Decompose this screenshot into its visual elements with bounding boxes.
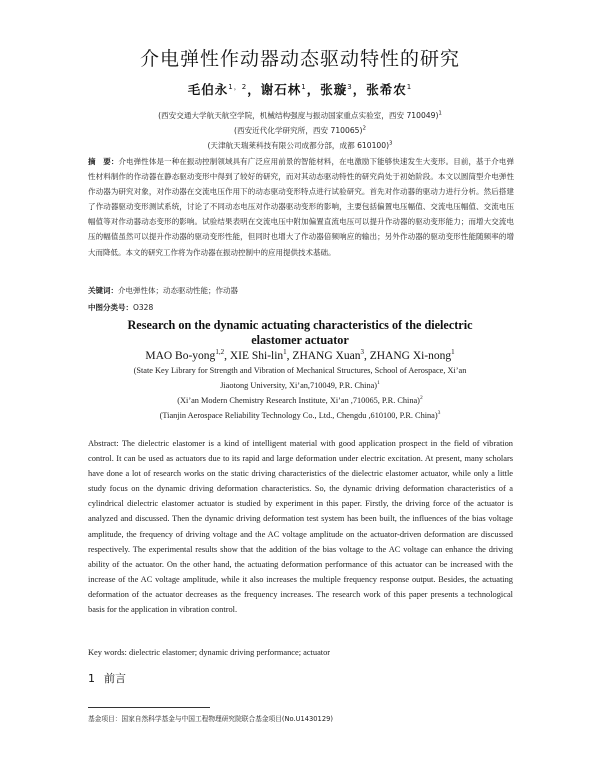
affiliation-mark: 3 bbox=[389, 140, 393, 147]
author-affiliation-mark: 1 bbox=[301, 82, 307, 91]
abstract-text: The dielectric elastomer is a kind of intelligent material with good application prospect in the field of vibration control. It can be used as actuators due to its rapid and large deformation under electric excitation. At present, many scholars have done a lot of research works on the static driving characteristics of the dielectric elastomer actuator, while only a little study focus on the dynamic driving deformation characteristics. So, the dynamic driving deformation characteristics of a cylindrical dielectric elastomer actuator is studied by experiment in this paper. Firstly, the driving force of the actuator is analyzed and discussed. Then the dynamic driving deformation test system has been built, the influences of the bias voltage amplitude, the frequency of driving voltage and the AC voltage amplitude on the actuator-driven deformation are discussed respectively. The experimental results show that the addition of the bias voltage to the AC voltage can enhance the driving ability of the actuator. On the other hand, the actuating deformation performance of this actuator can be increased with the increase of the AC voltage amplitude, while it also increases the multiple frequency response output. Besides, the actuating deformation of the actuator decreases as the frequency increases. The research work of this paper presents a technological basis for the application in vibration control. bbox=[88, 439, 513, 615]
affiliation-text: (Xi’an Modern Chemistry Research Institute, Xi’an ,710065, P.R. China) bbox=[177, 395, 420, 405]
chinese-keywords bbox=[88, 285, 514, 296]
affiliation-mark: 3 bbox=[437, 410, 441, 416]
section-title: 前言 bbox=[104, 672, 126, 685]
chinese-affiliation bbox=[0, 125, 600, 136]
author-name: ZHANG Xi-nong bbox=[369, 349, 452, 362]
english-affiliation bbox=[0, 365, 600, 375]
affiliation-text: (天津航天瑞莱科技有限公司成都分部，成都 610100) bbox=[207, 141, 390, 150]
funding-footnote: 基金项目：国家自然科学基金与中国工程物理研究院联合基金项目(No.U1430129) bbox=[88, 715, 333, 723]
author-name: 毛伯永 bbox=[187, 82, 229, 97]
keywords-text: 介电弹性体；动态驱动性能；作动器 bbox=[118, 286, 238, 295]
chinese-title: 介电弹性作动器动态驱动特性的研究 bbox=[139, 48, 460, 70]
author-name: 张璇 bbox=[320, 82, 348, 97]
affiliation-text: (State Key Library for Strength and Vibration of Mechanical Structures, School of Aerospace, Xi’an bbox=[133, 365, 467, 375]
english-affiliation bbox=[0, 395, 600, 405]
affiliation-mark: 2 bbox=[362, 125, 366, 132]
english-keywords bbox=[88, 648, 513, 657]
footnote-divider bbox=[88, 707, 210, 708]
affiliation-text: (西安交通大学航天航空学院，机械结构强度与振动国家重点实验室，西安 710049) bbox=[158, 111, 439, 120]
section-heading bbox=[88, 670, 126, 686]
chinese-affiliation bbox=[0, 140, 600, 151]
author-separator: ， bbox=[352, 82, 367, 97]
author-separator: , bbox=[286, 349, 293, 362]
author-affiliation-mark: 1 bbox=[451, 348, 455, 356]
classification-value: O328 bbox=[133, 303, 154, 312]
chinese-affiliation bbox=[0, 110, 600, 121]
author-affiliation-mark: 3 bbox=[360, 348, 364, 356]
author-name: 张希农 bbox=[366, 82, 407, 97]
affiliation-text: (西安近代化学研究所，西安 710065) bbox=[234, 126, 363, 135]
author-separator: , bbox=[224, 349, 230, 362]
affiliation-text: (Tianjin Aerospace Reliability Technology Co., Ltd., Chengdu ,610100, P.R. China) bbox=[159, 410, 438, 420]
english-title: Research on the dynamic actuating characteristics of the dielectric elastomer actuator bbox=[127, 318, 473, 347]
author-name: XIE Shi-lin bbox=[229, 349, 284, 362]
affiliation-text: Jiaotong University, Xi’an,710049, P.R. China) bbox=[220, 380, 378, 390]
author-affiliation-mark: 3 bbox=[347, 82, 353, 91]
english-affiliation bbox=[0, 380, 600, 390]
abstract-label: Abstract: bbox=[88, 439, 119, 448]
section-number: 1 bbox=[88, 672, 95, 685]
author-affiliation-mark: 1,2 bbox=[215, 348, 225, 356]
author-separator: ， bbox=[306, 82, 321, 97]
author-affiliation-mark: 1 bbox=[406, 82, 413, 91]
keywords-label: Key words: bbox=[88, 648, 127, 657]
classification-label: 中图分类号： bbox=[88, 303, 133, 312]
abstract-label: 摘 要： bbox=[88, 157, 119, 166]
author-name: 谢石林 bbox=[260, 82, 302, 97]
english-abstract bbox=[88, 436, 513, 617]
author-affiliation-mark: 1，2 bbox=[228, 82, 248, 91]
english-affiliation bbox=[0, 410, 600, 420]
classification-number bbox=[88, 302, 514, 313]
affiliation-mark: 1 bbox=[377, 380, 380, 386]
keywords-text: dielectric elastomer; dynamic driving performance; actuator bbox=[128, 648, 331, 657]
author-name: ZHANG Xuan bbox=[292, 349, 361, 362]
english-author-list bbox=[0, 348, 600, 362]
abstract-text: 介电弹性体是一种在振动控制领域具有广泛应用前景的智能材料，在电激励下能够快速发生大变形。目前，基于介电弹性材料制作的作动器在静态驱动变形中得到了较好的研究，而对其动态驱动特性的研究尚处于初始阶段。本文以圆筒型介电弹性作动器为研究对象，对作动器在交流电压作用下的动态驱动变形特点进行试验研究。首先对作动器的驱动力进行分析。然后搭建了作动器驱动变形测试系统，讨论了不同动态电压对作动器驱动变形的影响，主要包括偏置电压幅值、交流电压幅值、交流电压幅值等对作动器动态变形的影响。试验结果表明在交流电压中附加偏置直流电压可以提升作动器的驱动变形能力；而增大交流电压的幅值虽然可以提升作动器的驱动变形性能，但同时也增大了作动器倍频响应的输出；另外作动器的驱动变形性能随频率的增大而降低。本文的研究工作将为作动器在振动控制中的应用提供技术基础。 bbox=[88, 157, 514, 257]
chinese-abstract bbox=[88, 154, 514, 260]
author-affiliation-mark: 1 bbox=[283, 348, 287, 356]
chinese-author-list bbox=[0, 80, 600, 98]
affiliation-mark: 2 bbox=[419, 395, 423, 401]
keywords-label: 关键词： bbox=[88, 286, 118, 295]
author-separator: , bbox=[363, 349, 370, 362]
author-name: MAO Bo-yong bbox=[145, 349, 216, 362]
affiliation-mark: 1 bbox=[438, 110, 442, 117]
author-separator: ， bbox=[247, 82, 261, 97]
